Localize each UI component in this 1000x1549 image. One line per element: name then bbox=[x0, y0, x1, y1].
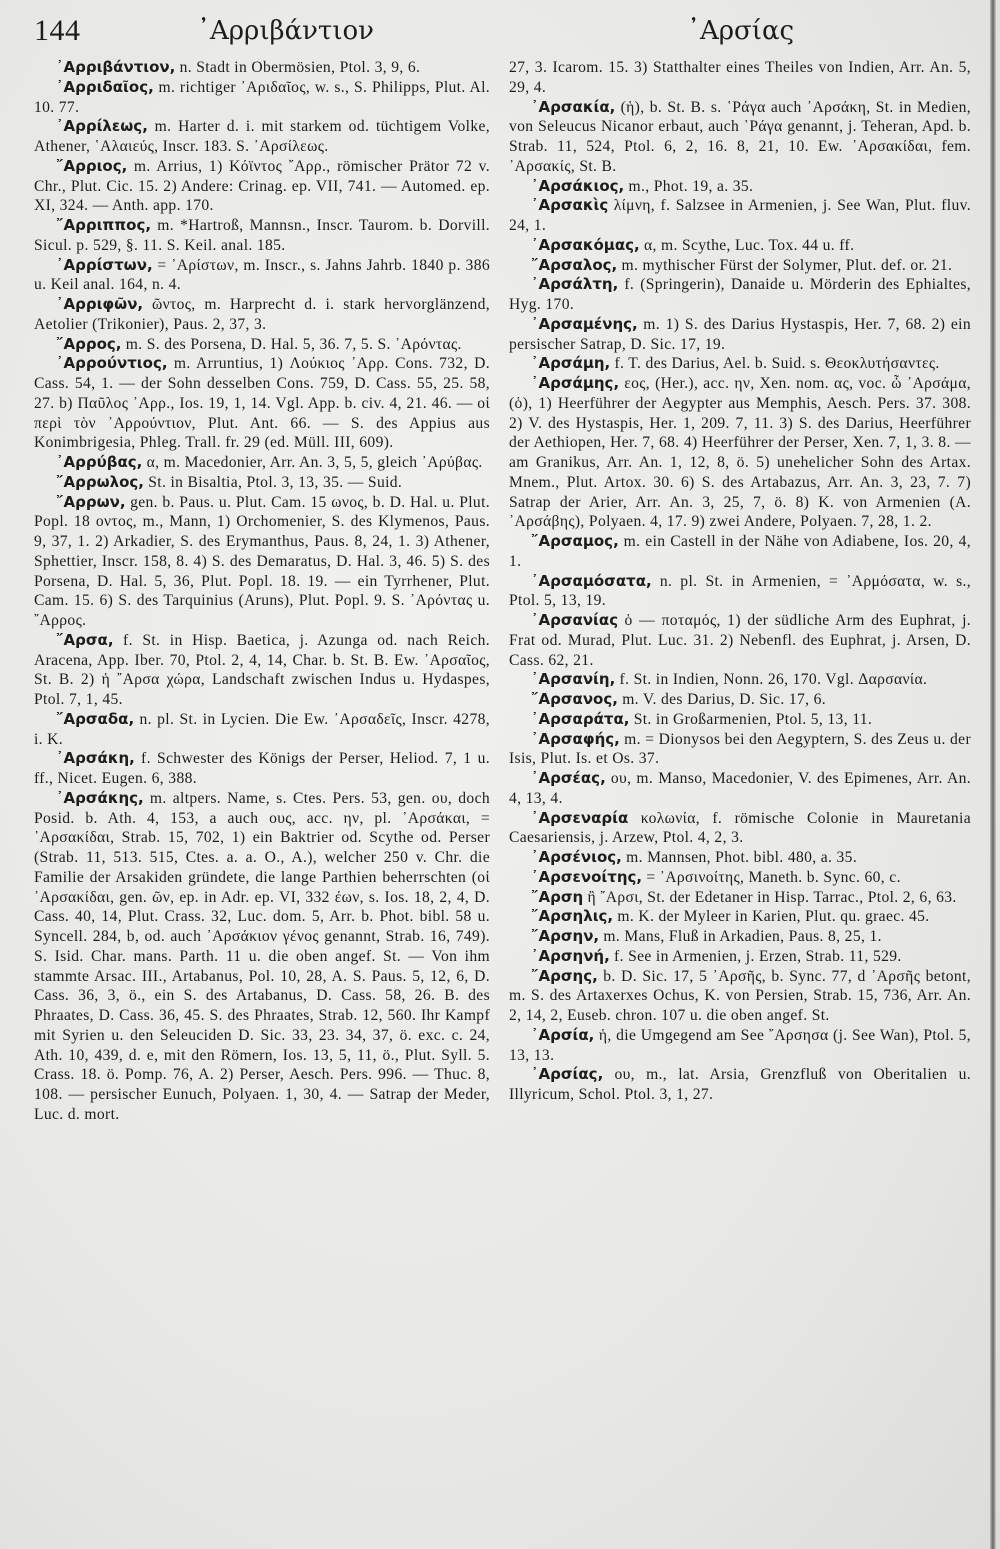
dictionary-entry bbox=[509, 236, 971, 256]
entry-body: m. Mans, Fluß in Arkadien, Paus. 8, 25, 1. bbox=[599, 928, 882, 945]
running-head-right: ᾿Αρσίας bbox=[687, 16, 795, 46]
dictionary-entry bbox=[34, 453, 490, 473]
dictionary-entry bbox=[34, 473, 490, 493]
entry-headword: ᾿Αρρύβας, bbox=[56, 453, 143, 471]
entry-headword: ᾿Αρσαράτα, bbox=[531, 709, 630, 728]
entry-headword: ᾿Αρσακία, bbox=[531, 97, 616, 116]
entry-body: (ἡ), b. St. B. s. ῾Ράγα auch ᾿Αρσάκη, St. in Medien, von Seleucus Nicanor erbaut, auch ῾Ράγα genannt, j. Teheran, Apd. b. Strab. 11, 524, Ptol. 6, 2, 16. 8, 21, 10. Ew. ᾿Αρσακίδαι, fem. ᾿Αρσακίς, St. B. bbox=[509, 98, 971, 175]
dictionary-entry bbox=[34, 749, 490, 789]
entry-body: m. S. des Porsena, D. Hal. 5, 36. 7, 5. S. ᾿Αρόντας. bbox=[121, 335, 462, 353]
entry-headword: ῎Αρσαδα, bbox=[56, 709, 135, 728]
entry-headword: ᾿Αρσεναρία bbox=[531, 808, 629, 827]
dictionary-entry bbox=[34, 493, 490, 631]
entry-body: b. D. Sic. 17, 5 ᾿Αρσῆς, b. Sync. 77, d ᾿Αρσῆς betont, m. S. des Artaxerxes Ochus, K. von Persien, Strab. 15, 736, Arr. An. 2, 14, 2, Euseb. chron. 107 u. die oben angef. St. bbox=[509, 967, 971, 1024]
dictionary-entry bbox=[34, 216, 490, 256]
dictionary-entry bbox=[509, 809, 971, 849]
dictionary-entry bbox=[509, 1065, 971, 1105]
entry-headword: ᾿Αρσαφής, bbox=[531, 729, 620, 748]
left-column bbox=[34, 58, 490, 1125]
dictionary-entry bbox=[34, 789, 490, 1125]
entry-headword: ῎Αρσανος, bbox=[531, 690, 618, 708]
entry-body: ἡ, die Umgegend am See ῎Αρσησα (j. See Wan), Ptol. 5, 13, 13. bbox=[509, 1026, 971, 1064]
dictionary-entry bbox=[509, 572, 971, 612]
page-number: 144 bbox=[34, 14, 81, 47]
entry-body: St. in Bisaltia, Ptol. 3, 13, 35. — Suid. bbox=[144, 473, 403, 491]
entry-body: m. ein Castell in der Nähe von Adiabene, Ios. 20, 4, 1. bbox=[509, 533, 971, 570]
entry-body: = ᾿Αρσινοίτης, Maneth. b. Sync. 60, c. bbox=[642, 868, 901, 886]
entry-headword: ᾿Αρσανίας bbox=[531, 611, 619, 629]
dictionary-entry bbox=[34, 710, 490, 750]
entry-body: m. 1) S. des Darius Hystaspis, Her. 7, 68. 2) ein persischer Satrap, D. Sic. 17, 19. bbox=[509, 315, 971, 353]
entry-body: λίμνη, f. Salzsee in Armenien, j. See Wan, Plut. fluv. 24, 1. bbox=[509, 197, 971, 234]
entry-headword: ᾿Αρσέας, bbox=[531, 769, 606, 787]
dictionary-entry bbox=[509, 374, 971, 532]
entry-body: f. St. in Indien, Nonn. 26, 170. Vgl. Δαρσανία. bbox=[615, 671, 928, 689]
entry-headword: ᾿Αρριβάντιον, bbox=[56, 58, 176, 76]
entry-headword: ᾿Αρσία, bbox=[531, 1025, 595, 1044]
dictionary-entry bbox=[509, 710, 971, 730]
dictionary-entry bbox=[509, 670, 971, 690]
dictionary-entry bbox=[509, 848, 971, 868]
entry-body: ἢ ῎Αρσι, St. der Edetaner in Hisp. Tarrac., Ptol. 2, 6, 63. bbox=[583, 888, 957, 906]
dictionary-entry bbox=[509, 1026, 971, 1066]
entry-body: m. Arrius, 1) Κόϊντος ῎Αρρ., römischer Prätor 72 v. Chr., Plut. Cic. 15. 2) Andere: Crinag. ep. VII, 741. — Automed. ep. XI, 324. — Anth. app. 170. bbox=[34, 157, 490, 215]
entry-body: gen. b. Paus. u. Plut. Cam. 15 ωνος, b. D. Hal. u. Plut. Popl. 18 οντος, m., Mann, 1) Orchomenier, S. des Klymenos, Paus. 9, 37, 1. 2) Arkadier, S. des Erymanthus, Paus. 8, 24, 1. 3) Athener, Sphettier, Inscr. 158, 8. 4) S. des Demaratus, D. Hal. 3, 46. 5) S. des Porsena, D. Hal. 5, 36, Plut. Popl. 18. 19. — ein Tyrrhener, Plut. Cam. 15. 6) S. des Tarquinius (Aruns), Plut. Popl. 9. S. ᾿Αρόντας u. ῎Αρρος. bbox=[34, 493, 490, 629]
entry-body: f. T. des Darius, Ael. b. Suid. s. Θεοκλυτήσαντες. bbox=[610, 355, 940, 373]
entry-headword: ᾿Αρσανίη, bbox=[531, 670, 616, 689]
entry-headword: ῎Αρσης, bbox=[531, 966, 598, 985]
dictionary-entry bbox=[34, 117, 490, 157]
dictionary-entry bbox=[509, 98, 971, 177]
dictionary-entry bbox=[509, 354, 971, 374]
dictionary-entry bbox=[509, 967, 971, 1026]
entry-headword: ῎Αρσα, bbox=[56, 630, 114, 649]
entry-headword: ῎Αρσηλις, bbox=[531, 907, 614, 926]
entry-headword: ᾿Αρσάκιος, bbox=[531, 176, 625, 195]
dictionary-entry bbox=[509, 947, 971, 967]
dictionary-entry bbox=[509, 315, 971, 355]
entry-headword: ᾿Αρσάμη, bbox=[531, 354, 611, 373]
entry-headword: ᾿Αρρίστων, bbox=[56, 255, 153, 274]
entry-body: εος, (Her.), acc. ην, Xen. nom. ας, voc. ὦ ᾿Αρσάμα, (ὁ), 1) Heerführer der Aegypter aus Memphis, Aesch. Pers. 37. 308. 2) V. des Hystaspis, Her. 1, 209. 7, 11. 3) S. des Darius, Heerführer der Aethiopen, Her. 7, 68. 4) Heerführer der Perser, Xen. 7, 1, 3. 8. — am Granikus, Arr. An. 1, 12, 8, ö. 5) unehelicher Sohn des Artax. Mnem., Plut. Artox. 30. 6) S. des Artabazus, Arr. An. 3, 23, 7. 7) Satrap der Arier, Arr. An. 3, 25, 7, ö. 8) K. von Armenien (A. ᾿Αρσάβης), Polyaen. 4, 17. 9) zwei Andere, Polyaen. 7, 28, 1. 2. bbox=[509, 375, 971, 531]
dictionary-entry bbox=[509, 58, 971, 98]
right-column bbox=[509, 58, 971, 1105]
entry-headword: ᾿Αρσηνή, bbox=[531, 946, 610, 965]
entry-body: = ᾿Αρίστων, m. Inscr., s. Jahns Jahrb. 1840 p. 386 u. Keil anal. 164, n. 4. bbox=[34, 256, 490, 294]
entry-headword: ᾿Αρσακὶς bbox=[531, 196, 609, 215]
entry-headword: ᾿Αρριφῶν, bbox=[56, 295, 144, 313]
entry-body: m. *Hartroß, Mannsn., Inscr. Taurom. b. Dorvill. Sicul. p. 529, §. 11. S. Keil. anal. 185. bbox=[34, 217, 490, 254]
entry-headword: ᾿Αρσακόμας, bbox=[531, 235, 640, 254]
entry-headword: ᾿Αρσένιος, bbox=[531, 848, 622, 866]
dictionary-entry bbox=[34, 157, 490, 216]
entry-headword: ῎Αρσην, bbox=[531, 927, 600, 945]
entry-body: m., Phot. 19, a. 35. bbox=[624, 177, 754, 195]
entry-body: n. Stadt in Obermösien, Ptol. 3, 9, 6. bbox=[175, 59, 421, 76]
dictionary-entry bbox=[34, 256, 490, 296]
entry-headword: ᾿Αρρίλεως, bbox=[56, 117, 148, 136]
entry-body: f. St. in Hisp. Baetica, j. Azunga od. nach Reich. Aracena, App. Iber. 70, Ptol. 2, 4, 14, Char. b. St. B. Ew. ᾿Αρσαῖος, St. B. 2) ἡ ῎Αρσα χώρα, Landschaft zwischen Indus u. Hydaspes, Ptol. 7, 1, 45. bbox=[34, 631, 490, 708]
entry-headword: ῎Αρρων, bbox=[56, 492, 126, 511]
dictionary-entry bbox=[509, 927, 971, 947]
dictionary-entry bbox=[509, 196, 971, 236]
entry-headword: ᾿Αρσαμένης, bbox=[531, 314, 638, 333]
dictionary-entry bbox=[34, 631, 490, 710]
entry-body: m. = Dionysos bei den Aegyptern, S. des Zeus u. der Isis, Plut. Is. et Os. 37. bbox=[509, 730, 971, 768]
entry-body: κολωνία, f. römische Colonie in Mauretania Caesariensis, j. Arzew, Ptol. 4, 2, 3. bbox=[509, 809, 971, 847]
entry-headword: ᾿Αρσάκη, bbox=[56, 749, 135, 768]
entry-body: m. Mannsen, Phot. bibl. 480, a. 35. bbox=[621, 849, 858, 866]
entry-body: m. richtiger ᾿Αριδαῖος, w. s., S. Philipps, Plut. Al. 10. 77. bbox=[34, 78, 490, 116]
dictionary-entry bbox=[509, 532, 971, 572]
entry-headword: ᾿Αρσίας, bbox=[531, 1065, 604, 1084]
entry-body: m. V. des Darius, D. Sic. 17, 6. bbox=[617, 691, 827, 708]
dictionary-entry bbox=[509, 907, 971, 927]
entry-body: m. altpers. Name, s. Ctes. Pers. 53, gen. ου, doch Posid. b. Ath. 4, 153, a auch ους, acc. ην, pl. ᾿Αρσάκαι, = ᾿Αρσακίδαι, Strab. 15, 702, 1) ein Baktrier od. Scythe od. Perser (Strab. 11, 513. 515, Ctes. a. a. O., A.), welcher 250 v. Chr. die Familie der Arsakiden gründete, die lange Parthien beherrschten (οἱ ᾿Αρσακίδαι, gen. ῶν, ep. in Adr. ep. VI, 332 έων, s. Ios. 18, 2, 4, D. Cass. 40, 14, Plut. Crass. 32, Luc. dom. 5, Arr. b. Phot. bibl. 58 u. Syncell. 284, b, od. auch ᾿Αρσάκιον γένος genannt, Strab. 16, 749). S. Isid. Char. mans. Parth. 11 u. die oben angef. St. — Von ihm stammte Arsac. III., Artabanus, Pol. 10, 28, A. S. Paus. 5, 12, 6, D. Cass. 36, 3, ö., ein S. des Artabanus, D. Cass. 58, 26. B. des Phraates, D. Cass. 36, 45. S. des Phraates, Strab. 12, 560. Ihr Kampf mit Syrien u. den Seleuciden D. Sic. 33, 23. 34, 37, ö. exc. c. 24, Ath. 10, 439, d. e, mit den Römern, Ios. 13, 5, 11, ö., Plut. Syll. 5. Crass. 18. ö. Pomp. 76, A. 2) Perser, Aesch. Pers. 996. — Thuc. 8, 108. — persischer Eunuch, Polyaen. 1, 30, 4. — Satrap der Meder, Luc. d. mort. bbox=[34, 789, 490, 1123]
entry-headword: ῎Αρριππος, bbox=[56, 216, 152, 234]
entry-body: m. Harter d. i. mit starkem od. tüchtigem Volke, Athener, ῾Αλαιεύς, Inscr. 183. S. ᾿Αρσίλεως. bbox=[34, 118, 490, 155]
dictionary-entry bbox=[34, 78, 490, 118]
entry-body: f. (Springerin), Danaide u. Mörderin des Ephialtes, Hyg. 170. bbox=[509, 276, 971, 313]
entry-body: ῶντος, m. Harprecht d. i. stark hervorglänzend, Aetolier (Trikonier), Paus. 2, 37, 3. bbox=[34, 296, 490, 333]
entry-body: f. Schwester des Königs der Perser, Heliod. 7, 1 u. ff., Nicet. Eugen. 6, 388. bbox=[34, 750, 490, 787]
page-edge bbox=[990, 0, 996, 1549]
entry-headword: ᾿Αρσάκης, bbox=[56, 788, 144, 807]
entry-body: α, m. Macedonier, Arr. An. 3, 5, 5, gleich ᾿Αρύβας. bbox=[142, 454, 483, 471]
entry-headword: ῎Αρσαλος, bbox=[531, 255, 618, 274]
entry-headword: ᾿Αρσάλτη, bbox=[531, 275, 619, 294]
dictionary-entry bbox=[509, 769, 971, 809]
entry-body: f. See in Armenien, j. Erzen, Strab. 11, 529. bbox=[609, 947, 902, 965]
dictionary-entry bbox=[509, 730, 971, 770]
entry-headword: ῎Αρρος, bbox=[56, 334, 122, 353]
dictionary-entry bbox=[509, 275, 971, 315]
entry-body: n. pl. St. in Lycien. Die Ew. ᾿Αρσαδεῖς, Inscr. 4278, i. K. bbox=[34, 710, 490, 748]
entry-body: m. K. der Myleer in Karien, Plut. qu. graec. 45. bbox=[613, 908, 930, 926]
dictionary-entry bbox=[509, 690, 971, 710]
running-head-left: ᾿Αρριβάντιον bbox=[197, 16, 374, 46]
dictionary-entry bbox=[34, 58, 490, 78]
entry-headword: ᾿Αρσαμόσατα, bbox=[531, 571, 652, 590]
entry-body: α, m. Scythe, Luc. Tox. 44 u. ff. bbox=[639, 236, 855, 254]
dictionary-entry bbox=[509, 611, 971, 670]
entry-headword: ᾿Αρσάμης, bbox=[531, 374, 620, 392]
dictionary-entry bbox=[509, 888, 971, 908]
dictionary-entry bbox=[34, 354, 490, 453]
entry-body: ου, m., lat. Arsia, Grenzfluß von Oberitalien u. Illyricum, Schol. Ptol. 3, 1, 27. bbox=[509, 1066, 971, 1103]
entry-headword: ᾿Αρριδαῖος, bbox=[56, 77, 154, 96]
dictionary-entry bbox=[509, 177, 971, 197]
entry-body: n. pl. St. in Armenien, = ᾿Αρμόσατα, w. s., Ptol. 5, 13, 19. bbox=[509, 572, 971, 610]
entry-headword: ῎Αρριος, bbox=[56, 156, 128, 175]
entry-body: St. in Großarmenien, Ptol. 5, 13, 11. bbox=[629, 710, 873, 728]
entry-body: m. Arruntius, 1) Λούκιος ᾿Αρρ. Cons. 732, D. Cass. 54, 1. — der Sohn desselben Cons. 759, D. Cass. 55, 25. 58, 27. b) Παῦλος ᾿Αρρ., Ios. 19, 1, 14. Vgl. App. b. civ. 4, 21. 46. — οἱ περὶ τὸν ᾿Αρρούντιον, Plut. Ant. 66. — S. des Appius aus Konimbrigesia, Phleg. Trall. fr. 29 (ed. Müll. III, 609). bbox=[34, 355, 490, 452]
dictionary-entry bbox=[509, 868, 971, 888]
dictionary-entry bbox=[34, 295, 490, 335]
dictionary-entry bbox=[34, 335, 490, 355]
entry-headword: ῎Αρρωλος, bbox=[56, 472, 145, 491]
entry-headword: ῎Αρση bbox=[531, 887, 584, 906]
entry-headword: ᾿Αρσενοίτης, bbox=[531, 867, 643, 886]
entry-body: ὁ — ποταμός, 1) der südliche Arm des Euphrat, j. Frat od. Murad, Plut. Luc. 31. 2) Nebenfl. des Euphrat, j. Arsen, D. Cass. 62, 21. bbox=[509, 612, 971, 669]
entry-body: ου, m. Manso, Macedonier, V. des Epimenes, Arr. An. 4, 13, 4. bbox=[509, 770, 971, 807]
entry-body: 27, 3. Icarom. 15. 3) Statthalter eines Theiles von Indien, Arr. An. 5, 29, 4. bbox=[509, 59, 971, 96]
entry-headword: ῎Αρσαμος, bbox=[531, 532, 619, 550]
entry-headword: ᾿Αρρούντιος, bbox=[56, 354, 168, 373]
dictionary-entry bbox=[509, 256, 971, 276]
entry-body: m. mythischer Fürst der Solymer, Plut. def. or. 21. bbox=[617, 256, 953, 274]
